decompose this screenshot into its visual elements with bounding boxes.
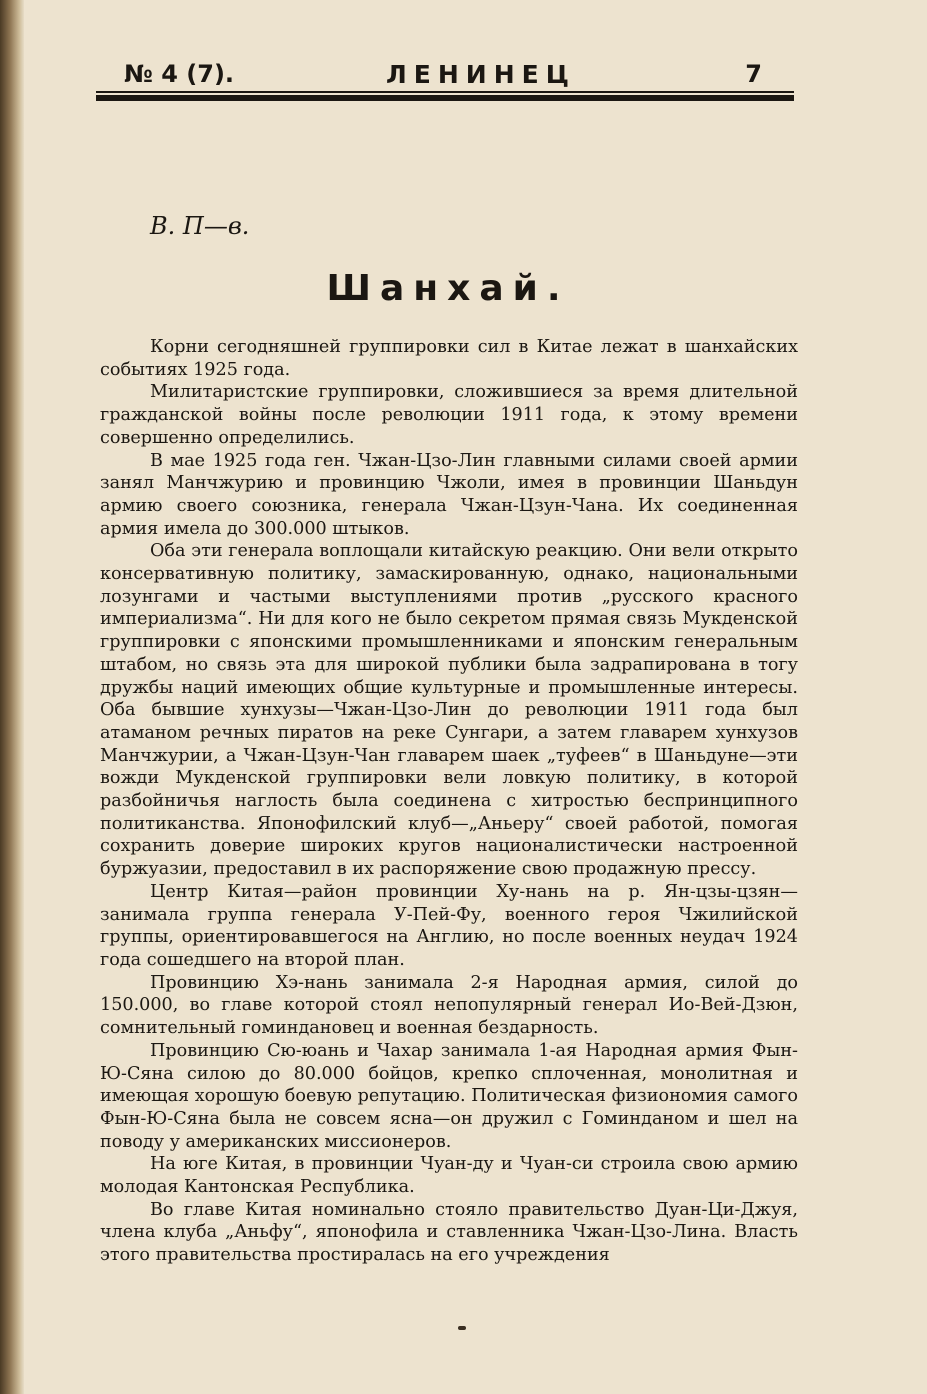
book-spine-shadow (0, 0, 24, 1394)
newspaper-title: ЛЕНИНЕЦ (386, 60, 576, 89)
header-rule-thick (96, 95, 794, 101)
paragraph: Во главе Китая номинально стояло правительство Дуан-Ци-Джуя, члена клуба „Аньфу“, японофила и ставленника Чжан-Цзо-Лина. Власть этого правительства простиралась на его учреждения (100, 1199, 798, 1266)
article-body (100, 336, 798, 1267)
paragraph: На юге Китая, в провинции Чуан-ду и Чуан-си строила свою армию молодая Кантонская Республика. (100, 1154, 798, 1198)
header-rule-thin (96, 91, 794, 93)
paragraph: Центр Китая—район провинции Ху-нань на р. Ян-цзы-цзян—занимала группа генерала У-Пей-Фу, военного героя Чжилийской группы, ориентировавшегося на Англию, но после военных неудач 1924 года сошедшего на второй план. (100, 881, 798, 970)
paragraph: Корни сегодняшней группировки сил в Китае лежат в шанхайских событиях 1925 года. (100, 337, 798, 380)
ink-smudge (458, 1326, 466, 1330)
paragraph: Оба эти генерала воплощали китайскую реакцию. Они вели открыто консервативную политику, замаскированную, однако, национальными лозунгами и частыми выступлениями против „русского красного империализма“. Ни для кого не было секретом прямая связь Мукденской группировки с японскими промышленниками и японским генеральным штабом, но связь эта для широкой публики была задрапирована в тогу дружбы наций имеющих общие культурные и промышленные интересы. Оба бывшие хунхузы—Чжан-Цзо-Лин до революции 1911 года был атаманом речных пиратов на реке Сунгари, а затем главарем хунхузов Манчжурии, а Чжан-Цзун-Чан главарем шаек „туфеев“ в Шаньдуне—эти вожди Мукденской группировки вели ловкую политику, в которой разбойничья наглость была соединена с хитростью беспринципного политиканства. Японофилский клуб—„Аньеру“ своей работой, помогая сохранить доверие широких кругов националистически настроенной буржуазии, предоставил в их распоряжение свою продажную прессу. (100, 541, 798, 880)
paragraph: Провинцию Сю-юань и Чахар занимала 1-ая Народная армия Фын-Ю-Сяна силою до 80.000 бойцов, крепко сплоченная, монолитная и имеющая хорошую боевую репутацию. Политическая физиономия самого Фын-Ю-Сяна была не совсем ясна—он дружил с Гоминданом и шел на поводу у американских миссионеров. (100, 1040, 798, 1152)
article-title: Шанхай. (326, 268, 570, 309)
issue-number: № 4 (7). (124, 60, 235, 88)
page-header (96, 58, 792, 92)
paragraph: В мае 1925 года ген. Чжан-Цзо-Лин главными силами своей армии занял Манчжурию и провинцию Чжоли, имея в провинции Шаньдун армию своего союзника, генерала Чжан-Цзун-Чана. Их соединенная армия имела до 300.000 штыков. (100, 450, 798, 539)
page-number: 7 (745, 60, 762, 88)
paragraph: Провинцию Хэ-нань занимала 2-я Народная армия, силой до 150.000, во главе которой стоял непопулярный генерал Ио-Вей-Дзюн, сомнительный гоминдановец и военная бездарность. (100, 972, 798, 1039)
article-author: В. П—в. (150, 212, 250, 240)
paragraph: Милитаристские группировки, сложившиеся за время длительной гражданской войны после революции 1911 года, к этому времени совершенно определились. (100, 382, 798, 448)
